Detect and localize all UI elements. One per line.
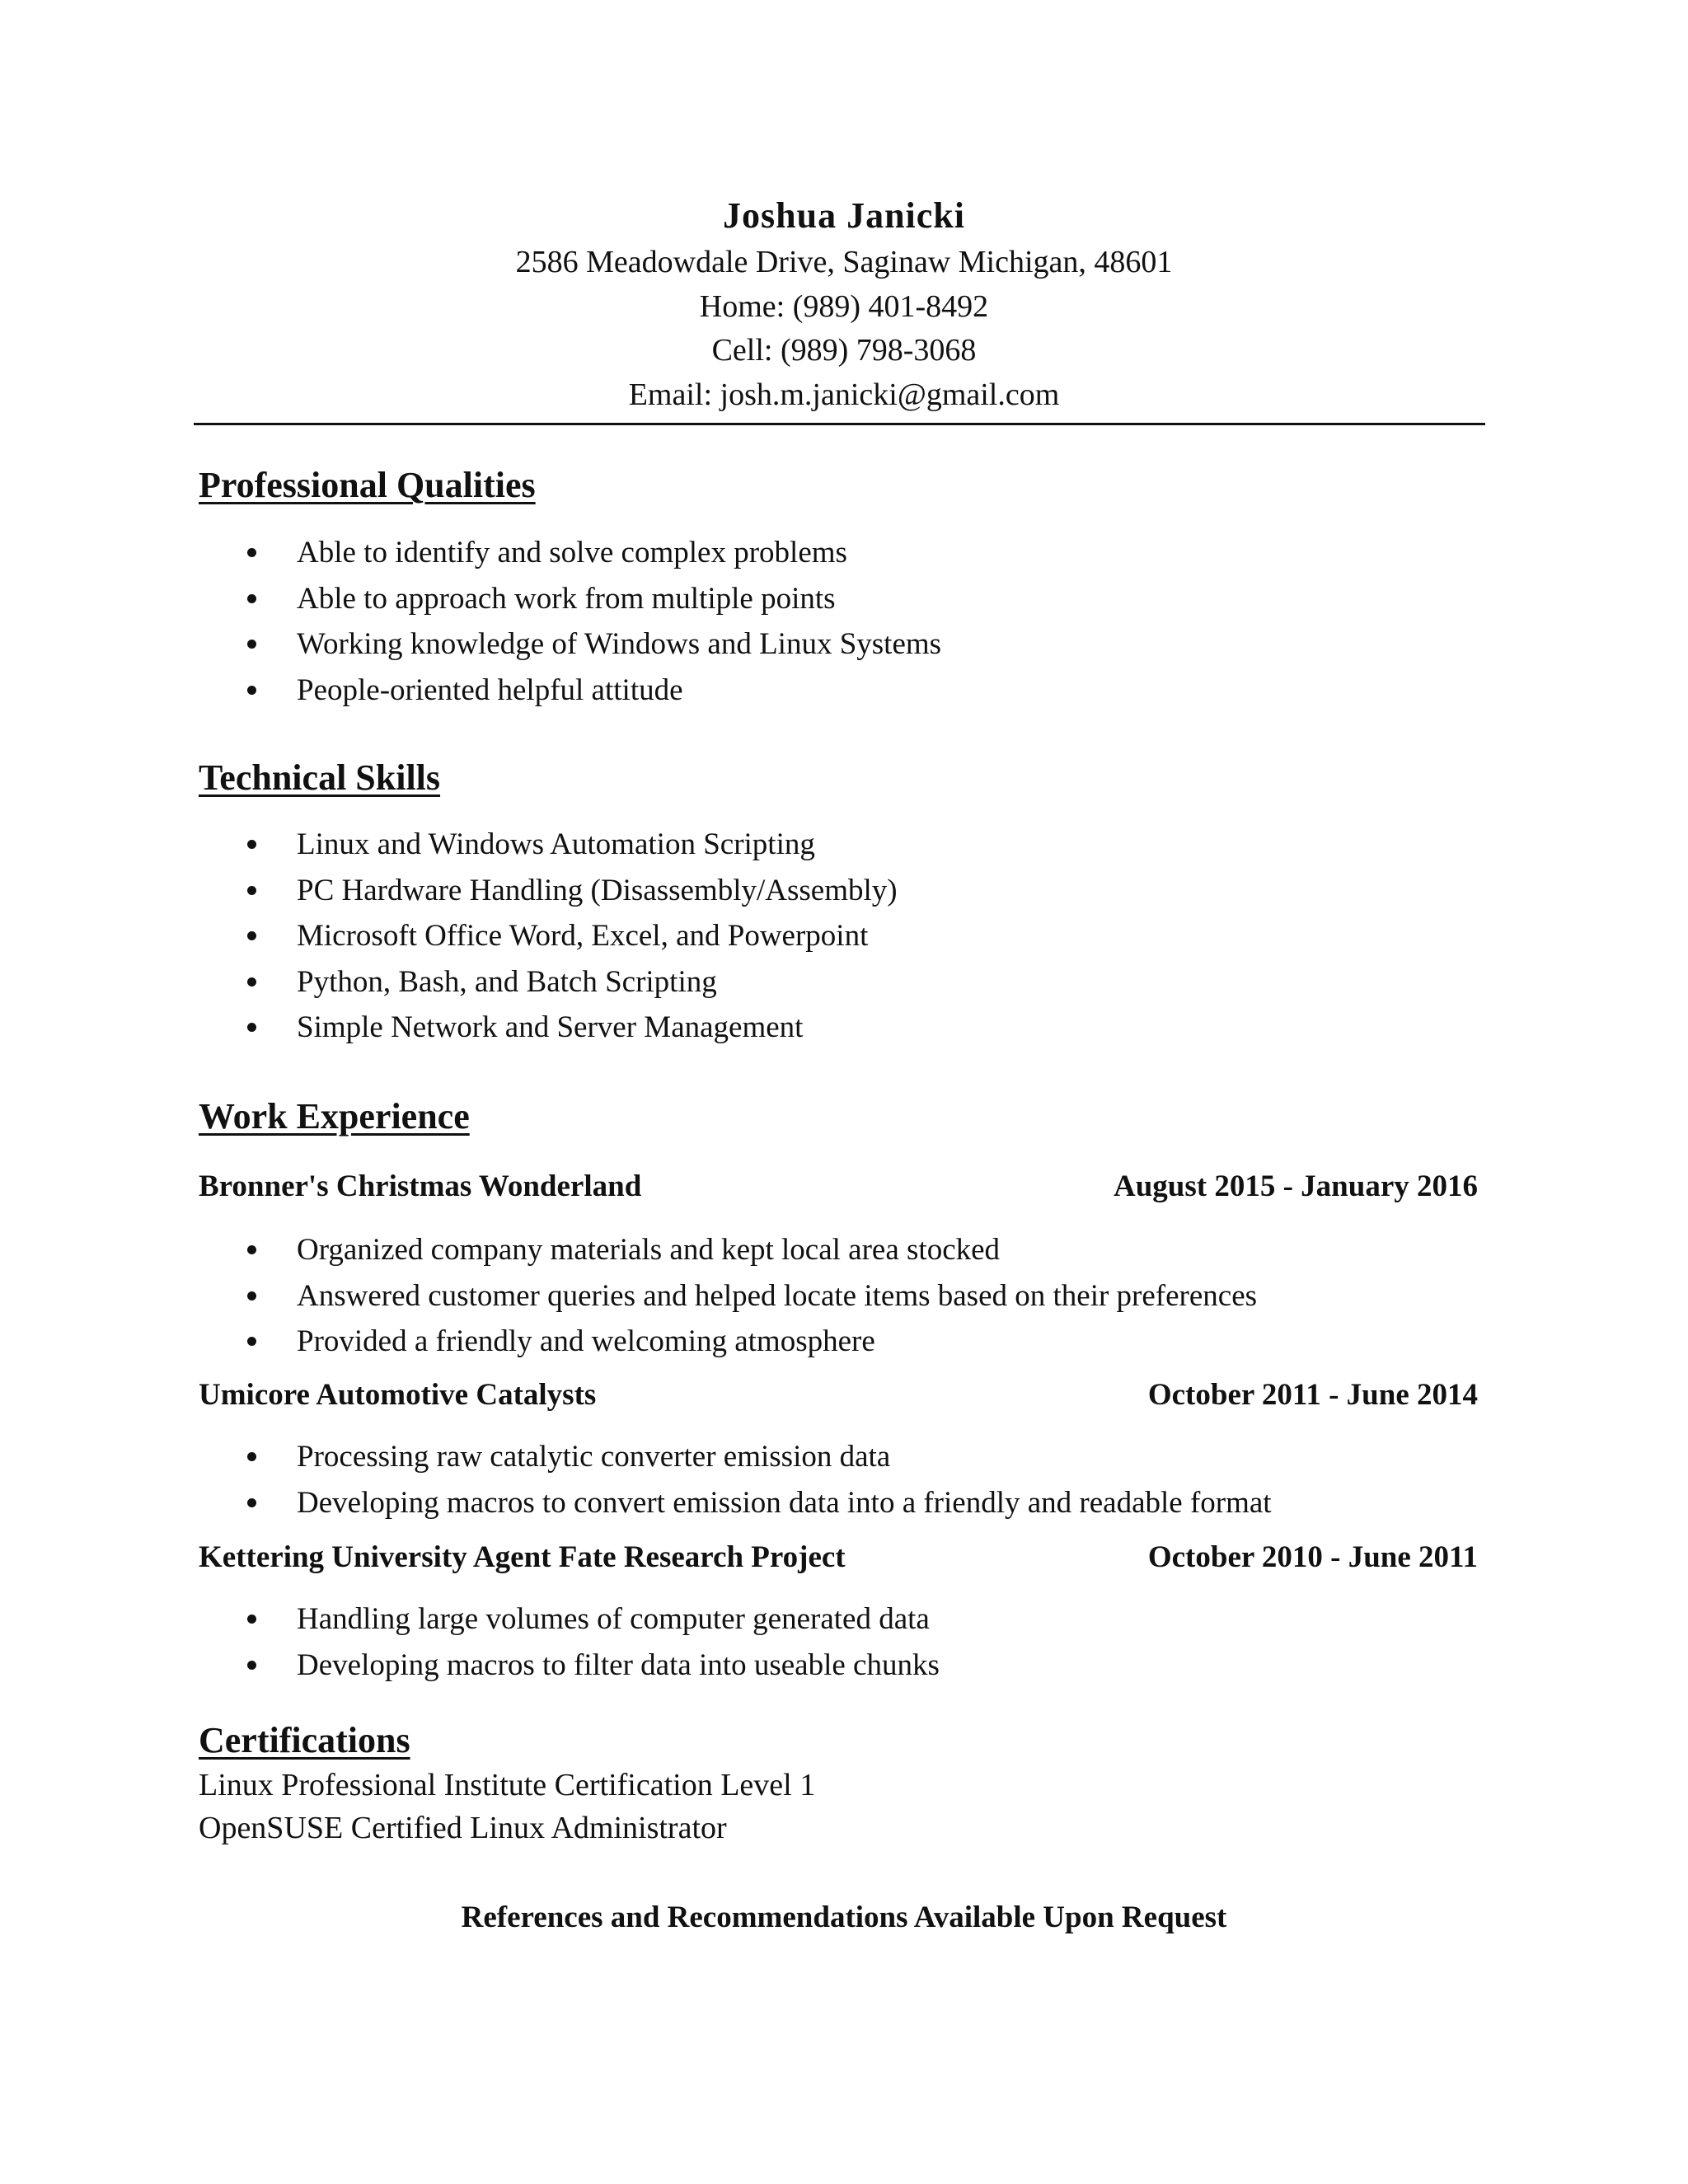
bullet-icon [247, 1498, 256, 1507]
resume-header [0, 191, 1688, 417]
job-duties-kettering [247, 1596, 940, 1688]
list-item: Simple Network and Server Management [247, 1005, 898, 1051]
section-title-professional-qualities: Professional Qualities [199, 465, 536, 505]
bullet-icon [247, 548, 256, 557]
bullet-icon [247, 886, 256, 895]
list-item: Developing macros to filter data into useable chunks [247, 1643, 940, 1689]
header-divider [194, 423, 1485, 425]
bullet-icon [247, 840, 256, 849]
bullet-icon [247, 1661, 256, 1670]
job-company: Kettering University Agent Fate Research Project [199, 1540, 846, 1574]
list-item: Python, Bash, and Batch Scripting [247, 959, 898, 1005]
list-item: Handling large volumes of computer generated data [247, 1596, 940, 1643]
list-item: Organized company materials and kept local area stocked [247, 1227, 1257, 1273]
list-item: Processing raw catalytic converter emission data [247, 1434, 1272, 1480]
job-duties-bronners [247, 1227, 1257, 1365]
job-company: Umicore Automotive Catalysts [199, 1378, 597, 1412]
list-item: People-oriented helpful attitude [247, 668, 941, 714]
list-item: Developing macros to convert emission data into a friendly and readable format [247, 1480, 1272, 1526]
list-item: Microsoft Office Word, Excel, and Powerpoint [247, 913, 898, 959]
job-company: Bronner's Christmas Wonderland [199, 1169, 642, 1203]
references-note: References and Recommendations Available Upon Request [461, 1900, 1227, 1934]
list-item: Linux and Windows Automation Scripting [247, 822, 898, 868]
candidate-name: Joshua Janicki [723, 195, 965, 236]
professional-qualities-list [247, 530, 941, 713]
certifications-list [199, 1764, 815, 1849]
section-title-technical-skills: Technical Skills [199, 757, 441, 798]
bullet-icon [247, 1023, 256, 1032]
list-item: PC Hardware Handling (Disassembly/Assembly) [247, 868, 898, 914]
job-dates: October 2011 - June 2014 [1147, 1378, 1478, 1412]
bullet-icon [247, 594, 256, 603]
technical-skills-list [247, 822, 898, 1051]
list-item: Able to identify and solve complex problems [247, 530, 941, 576]
list-item: Working knowledge of Windows and Linux Systems [247, 621, 941, 668]
bullet-icon [247, 931, 256, 940]
cell-phone-line: Cell: (989) 798-3068 [711, 333, 977, 368]
email-line: Email: josh.m.janicki@gmail.com [628, 377, 1060, 412]
section-title-certifications: Certifications [199, 1720, 410, 1760]
list-item: Provided a friendly and welcoming atmosphere [247, 1319, 1257, 1365]
bullet-icon [247, 977, 256, 987]
job-dates: October 2010 - June 2011 [1147, 1540, 1478, 1574]
list-item: Linux Professional Institute Certification Level 1 [199, 1768, 816, 1802]
section-title-work-experience: Work Experience [199, 1096, 470, 1137]
bullet-icon [247, 686, 256, 695]
list-item: Answered customer queries and helped locate items based on their preferences [247, 1273, 1257, 1319]
job-dates: August 2015 - January 2016 [1114, 1169, 1478, 1203]
bullet-icon [247, 1615, 256, 1624]
bullet-icon [247, 1291, 256, 1301]
job-duties-umicore [247, 1434, 1272, 1526]
list-item: Able to approach work from multiple points [247, 576, 941, 622]
bullet-icon [247, 1245, 256, 1254]
bullet-icon [247, 640, 256, 649]
address-line: 2586 Meadowdale Drive, Saginaw Michigan, 48601 [515, 245, 1173, 279]
list-item: OpenSUSE Certified Linux Administrator [199, 1811, 727, 1845]
bullet-icon [247, 1337, 256, 1346]
bullet-icon [247, 1452, 256, 1461]
home-phone-line: Home: (989) 401-8492 [699, 288, 989, 324]
